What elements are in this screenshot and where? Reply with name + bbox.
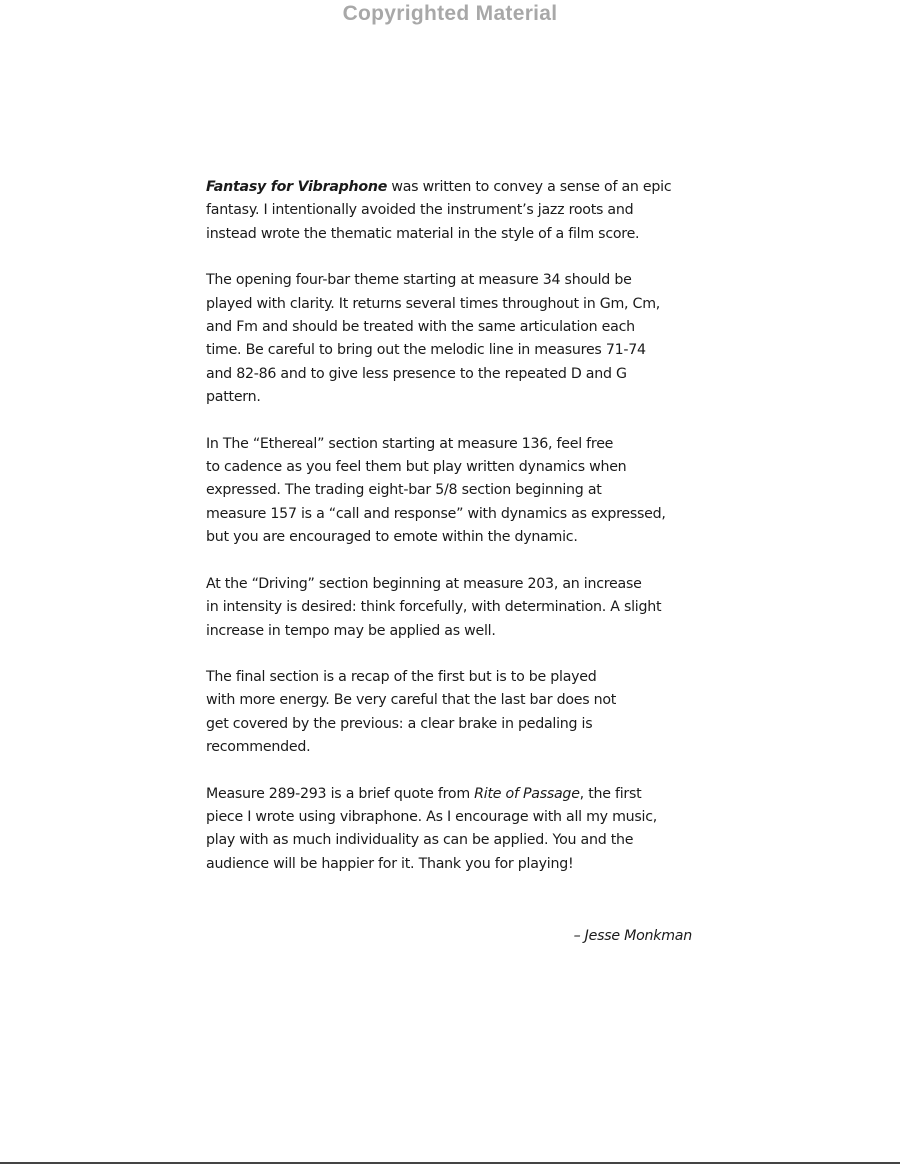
text-line: time. Be careful to bring out the melodic line in measures 71-74: [206, 342, 646, 359]
text-line: [206, 783, 706, 806]
text-line: increase in tempo may be applied as well.: [206, 622, 496, 639]
copyright-watermark: Copyrighted Material: [342, 2, 558, 25]
text-line: measure 157 is a “call and response” with dynamics as expressed,: [206, 505, 666, 522]
text-line: The final section is a recap of the first but is to be played: [206, 668, 597, 685]
paragraph-driving-section: [206, 573, 706, 643]
text-segment: was written to convey a sense of an epic: [387, 179, 672, 195]
text-line: and Fm and should be treated with the same articulation each: [206, 319, 635, 336]
text-line: expressed. The trading eight-bar 5/8 section beginning at: [206, 482, 602, 499]
text-segment: Measure 289-293 is a brief quote from: [206, 785, 475, 802]
program-notes: [206, 176, 706, 899]
text-line: and 82-86 and to give less presence to the repeated D and G: [206, 365, 627, 382]
text-line: The opening four-bar theme starting at measure 34 should be: [206, 272, 632, 289]
text-line: At the “Driving” section beginning at measure 203, an increase: [206, 575, 642, 592]
text-line: instead wrote the thematic material in the style of a film score.: [206, 225, 640, 242]
quoted-piece-title: Rite of Passage: [474, 785, 580, 802]
paragraph-intro: [206, 176, 706, 246]
text-line: in intensity is desired: think forcefully, with determination. A slight: [206, 599, 662, 616]
author-signature: – Jesse Monkman: [573, 928, 692, 944]
paragraph-opening-theme: [206, 269, 706, 409]
text-line: get covered by the previous: a clear brake in pedaling is: [206, 715, 593, 732]
text-line: play with as much individuality as can be applied. You and the: [206, 832, 634, 849]
paragraph-final-section: [206, 666, 706, 760]
paragraph-ethereal-section: [206, 433, 706, 550]
paragraph-closing: [206, 783, 706, 877]
text-line: played with clarity. It returns several times throughout in Gm, Cm,: [206, 295, 661, 312]
text-line: audience will be happier for it. Thank you for playing!: [206, 855, 574, 872]
text-line: piece I wrote using vibraphone. As I encourage with all my music,: [206, 808, 658, 825]
text-segment: , the first: [579, 785, 642, 802]
text-line: fantasy. I intentionally avoided the instrument’s jazz roots and: [206, 202, 634, 219]
text-line: to cadence as you feel them but play written dynamics when: [206, 459, 627, 476]
text-line: recommended.: [206, 739, 311, 756]
text-line: pattern.: [206, 389, 261, 406]
text-line: but you are encouraged to emote within the dynamic.: [206, 529, 578, 546]
text-line: [206, 176, 706, 199]
text-line: with more energy. Be very careful that the last bar does not: [206, 692, 617, 709]
text-line: In The “Ethereal” section starting at measure 136, feel free: [206, 435, 614, 452]
piece-title: Fantasy for Vibraphone: [206, 179, 388, 195]
